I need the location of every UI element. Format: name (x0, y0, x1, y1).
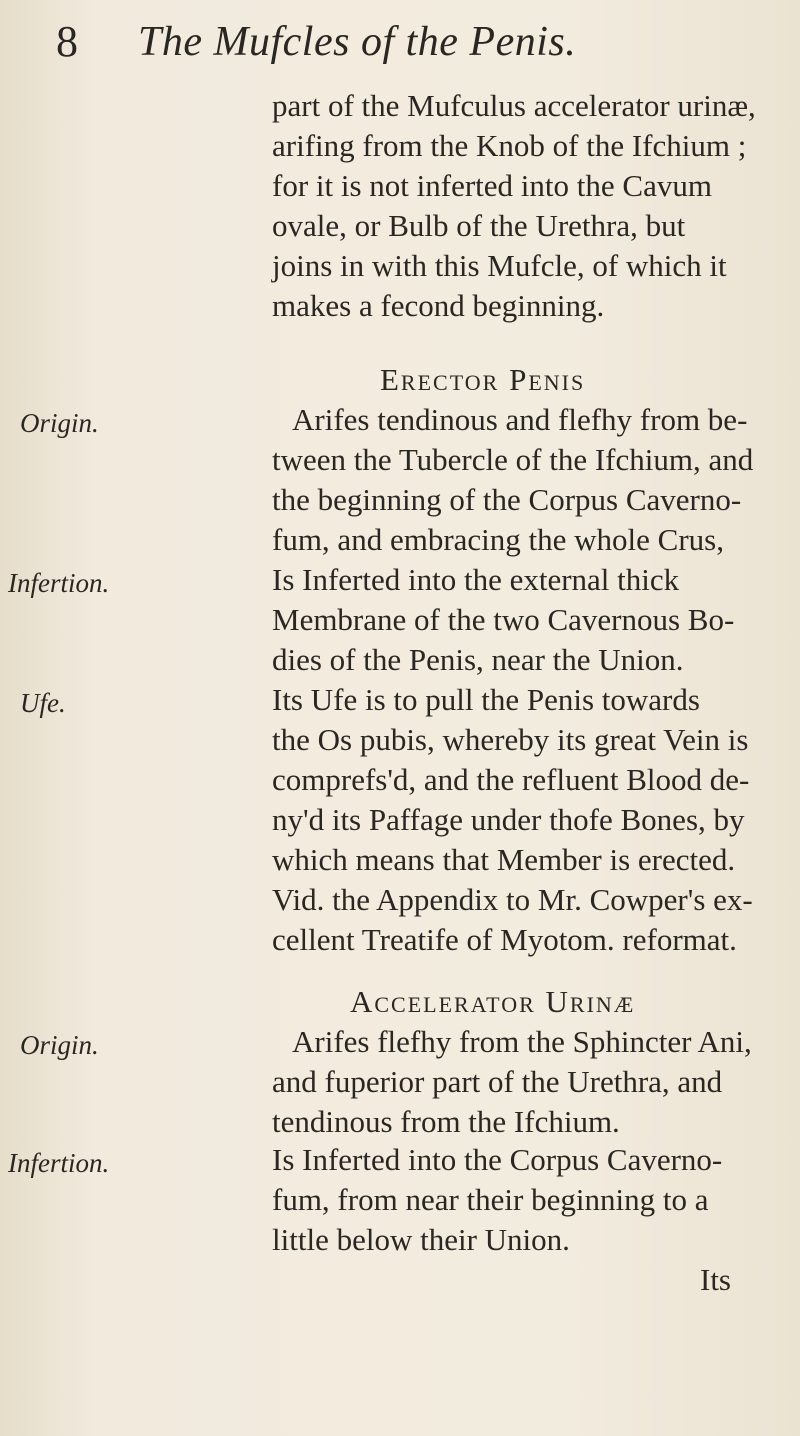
text-line: Arifes tendinous and flefhy from be- (292, 402, 748, 437)
page-number: 8 (56, 17, 78, 66)
text-line: Membrane of the two Cavernous Bo- (272, 602, 735, 637)
section-heading: Accelerator Urinæ (350, 984, 636, 1019)
section-heading: Erector Penis (380, 362, 586, 397)
text-line: Arifes flefhy from the Sphincter Ani, (292, 1024, 752, 1059)
running-head (0, 14, 800, 74)
entry-text (272, 680, 782, 960)
text-line: joins in with this Mufcle, of which it (272, 248, 727, 283)
text-line: fum, from near their beginning to a (272, 1182, 709, 1217)
text-line: tween the Tubercle of the Ifchium, and (272, 442, 754, 477)
text-line: and fuperior part of the Urethra, and (272, 1064, 723, 1099)
text-line: makes a fecond beginning. (272, 288, 605, 323)
margin-label: Ufe. (20, 688, 66, 718)
text-line: which means that Member is erected. (272, 842, 736, 877)
text-line: for it is not inferted into the Cavum (272, 168, 712, 203)
catchword: Its (700, 1262, 731, 1297)
text-line: Vid. the Appendix to Mr. Cowper's ex- (272, 882, 753, 917)
entry-text (272, 560, 782, 680)
text-line: cellent Treatife of Myotom. reformat. (272, 922, 737, 957)
text-line: comprefs'd, and the refluent Blood de- (272, 762, 750, 797)
text-line: part of the Mufculus accelerator urinæ, (272, 88, 756, 123)
entry-text (272, 1140, 782, 1260)
margin-label: Infertion. (8, 1148, 110, 1178)
text-line: tendinous from the Ifchium. (272, 1104, 620, 1139)
margin-label: Origin. (20, 1030, 99, 1060)
text-line: Is Inferted into the external thick (272, 562, 680, 597)
text-line: the beginning of the Corpus Caverno- (272, 482, 742, 517)
running-title: The Mufcles of the Penis. (138, 19, 577, 65)
text-line: ovale, or Bulb of the Urethra, but (272, 208, 686, 243)
text-line: ny'd its Paffage under thofe Bones, by (272, 802, 745, 837)
entry-text (272, 1022, 800, 1142)
margin-label: Origin. (20, 408, 99, 438)
text-line: the Os pubis, whereby its great Vein is (272, 722, 749, 757)
margin-label: Infertion. (8, 568, 110, 598)
entry-text (272, 400, 800, 560)
text-line: Is Inferted into the Corpus Caverno- (272, 1142, 723, 1177)
text-line: fum, and embracing the whole Crus, (272, 522, 724, 557)
text-line: little below their Union. (272, 1222, 570, 1257)
text-line: dies of the Penis, near the Union. (272, 642, 684, 677)
text-line: Its Ufe is to pull the Penis towards (272, 682, 700, 717)
intro-paragraph (272, 86, 782, 326)
text-line: arifing from the Knob of the Ifchium ; (272, 128, 747, 163)
